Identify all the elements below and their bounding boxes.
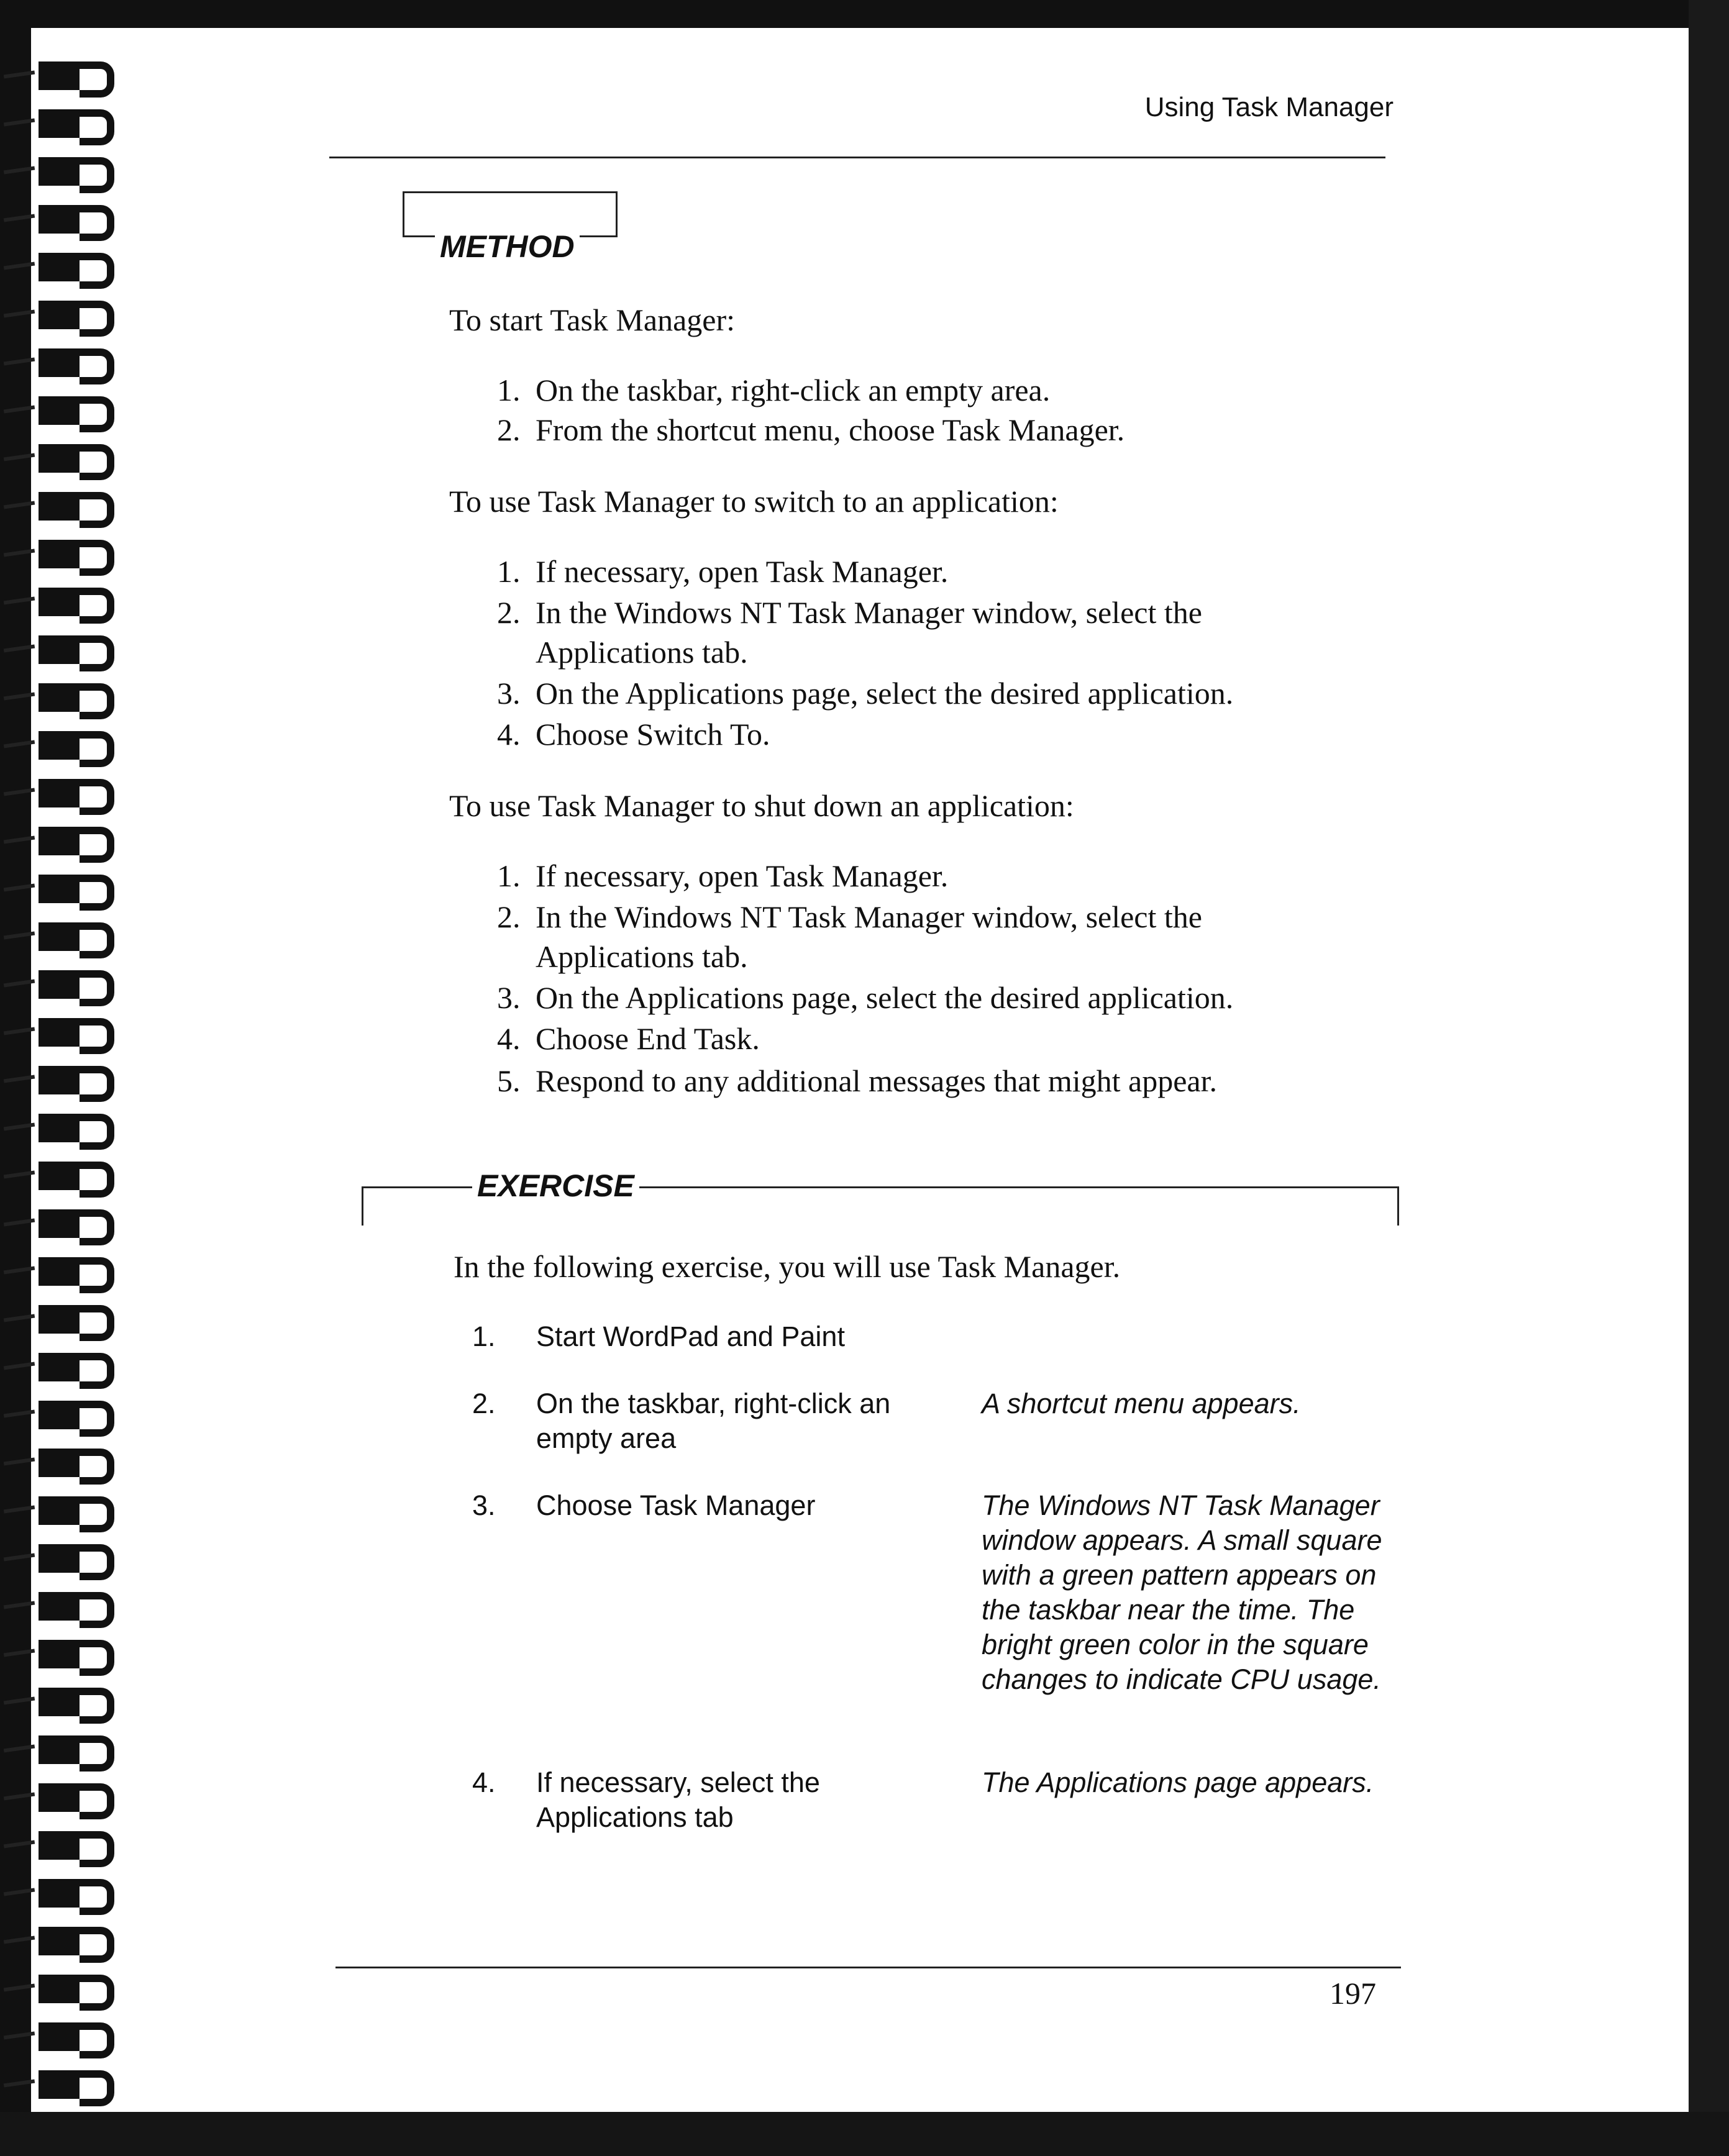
binding-coil [0, 585, 137, 617]
step-text: From the shortcut menu, choose Task Manager. [536, 412, 1125, 447]
binding-coil [0, 920, 137, 952]
binding-coil [0, 2020, 137, 2052]
exercise-label: EXERCISE [472, 1168, 639, 1204]
binding-coil [0, 1063, 137, 1096]
binding-coil [0, 489, 137, 522]
binding-coil [0, 1972, 137, 2004]
list-item [497, 370, 1050, 410]
binding-coil [0, 1542, 137, 1574]
binding-coil [0, 1829, 137, 1861]
binding-coil [0, 155, 137, 187]
exercise-result: A shortcut menu appears. [982, 1388, 1301, 1419]
page-number: 197 [1330, 1976, 1376, 2011]
exercise-action: Start WordPad and Paint [536, 1321, 845, 1352]
binding-coil [0, 1446, 137, 1478]
exercise-result: The Windows NT Task Manager window appears. A small square with a green pattern appears on the taskbar near the time. The bright green color in the square changes to indicate CPU usage. [982, 1490, 1382, 1695]
step-text: If necessary, open Task Manager. [536, 554, 949, 589]
step-number: 1. [497, 373, 521, 407]
list-item [497, 1061, 1217, 1101]
list-item [497, 552, 948, 591]
list-item [497, 714, 770, 754]
footer-rule [335, 1967, 1401, 1968]
step-text: Respond to any additional messages that might appear. [536, 1063, 1217, 1098]
step-text: On the Applications page, select the desired application. [536, 980, 1234, 1015]
step-number: 2. [497, 899, 521, 934]
method-intro-switch: To use Task Manager to switch to an application: [449, 484, 1059, 519]
step-text: On the taskbar, right-click an empty area. [536, 373, 1051, 407]
spiral-binding [0, 28, 137, 2127]
binding-coil [0, 250, 137, 283]
step-text: On the Applications page, select the desired application. [536, 676, 1234, 711]
header-rule [329, 157, 1385, 158]
binding-coil [0, 729, 137, 761]
binding-coil [0, 346, 137, 378]
method-intro-shutdown: To use Task Manager to shut down an application: [449, 788, 1074, 823]
binding-coil [0, 394, 137, 426]
running-header: Using Task Manager [1144, 92, 1394, 122]
binding-coil [0, 1255, 137, 1287]
binding-coil [0, 1398, 137, 1431]
binding-coil [0, 776, 137, 809]
binding-coil [0, 872, 137, 904]
step-number: 2. [497, 595, 521, 630]
method-intro-start: To start Task Manager: [449, 302, 736, 337]
binding-coil [0, 59, 137, 91]
background-edge-right [1689, 0, 1729, 2156]
binding-coil [0, 202, 137, 235]
method-label: METHOD [435, 229, 580, 265]
step-text: Choose Switch To. [536, 717, 770, 752]
binding-coil [0, 681, 137, 713]
step-number: 2. [497, 412, 521, 447]
binding-coil [0, 1733, 137, 1765]
step-number: 3. [497, 980, 521, 1015]
list-item [497, 1019, 760, 1058]
exercise-step-number: 4. [472, 1767, 496, 1798]
list-item [497, 410, 1125, 450]
step-number: 3. [497, 676, 521, 711]
binding-coil [0, 2068, 137, 2100]
exercise-intro: In the following exercise, you will use Task Manager. [454, 1249, 1121, 1284]
binding-coil [0, 824, 137, 857]
exercise-action: Choose Task Manager [536, 1490, 816, 1521]
binding-coil [0, 442, 137, 474]
step-text: In the Windows NT Task Manager window, select the [536, 595, 1202, 630]
exercise-action: On the taskbar, right-click an empty area [536, 1388, 891, 1454]
binding-coil [0, 537, 137, 570]
binding-coil [0, 1590, 137, 1622]
binding-coil [0, 633, 137, 665]
step-text: Choose End Task. [536, 1021, 760, 1056]
binding-coil [0, 1207, 137, 1239]
step-number: 4. [497, 1021, 521, 1056]
exercise-action: If necessary, select the Applications tab [536, 1767, 820, 1833]
list-item [497, 856, 948, 896]
step-text-continuation: Applications tab. [536, 635, 748, 670]
exercise-result: The Applications page appears. [982, 1767, 1374, 1798]
step-text-continuation: Applications tab. [536, 939, 748, 974]
binding-coil [0, 968, 137, 1000]
step-text: In the Windows NT Task Manager window, select the [536, 899, 1202, 934]
step-text: If necessary, open Task Manager. [536, 858, 949, 893]
binding-coil [0, 1350, 137, 1383]
binding-coil [0, 1159, 137, 1191]
exercise-step-number: 2. [472, 1388, 496, 1419]
list-item [497, 897, 1202, 976]
binding-coil [0, 1781, 137, 1813]
step-number: 4. [497, 717, 521, 752]
background-edge-bottom [0, 2112, 1729, 2156]
list-item [497, 673, 1233, 713]
list-item [497, 978, 1233, 1017]
binding-coil [0, 1876, 137, 1909]
binding-coil [0, 1016, 137, 1048]
binding-coil [0, 298, 137, 330]
exercise-step-number: 1. [472, 1321, 496, 1352]
binding-coil [0, 1685, 137, 1717]
step-number: 5. [497, 1063, 521, 1098]
binding-coil [0, 1303, 137, 1335]
binding-coil [0, 1111, 137, 1144]
binding-coil [0, 107, 137, 139]
list-item [497, 593, 1202, 672]
binding-coil [0, 1637, 137, 1670]
binding-coil [0, 1924, 137, 1957]
step-number: 1. [497, 858, 521, 893]
step-number: 1. [497, 554, 521, 589]
exercise-step-number: 3. [472, 1490, 496, 1521]
binding-coil [0, 1494, 137, 1526]
